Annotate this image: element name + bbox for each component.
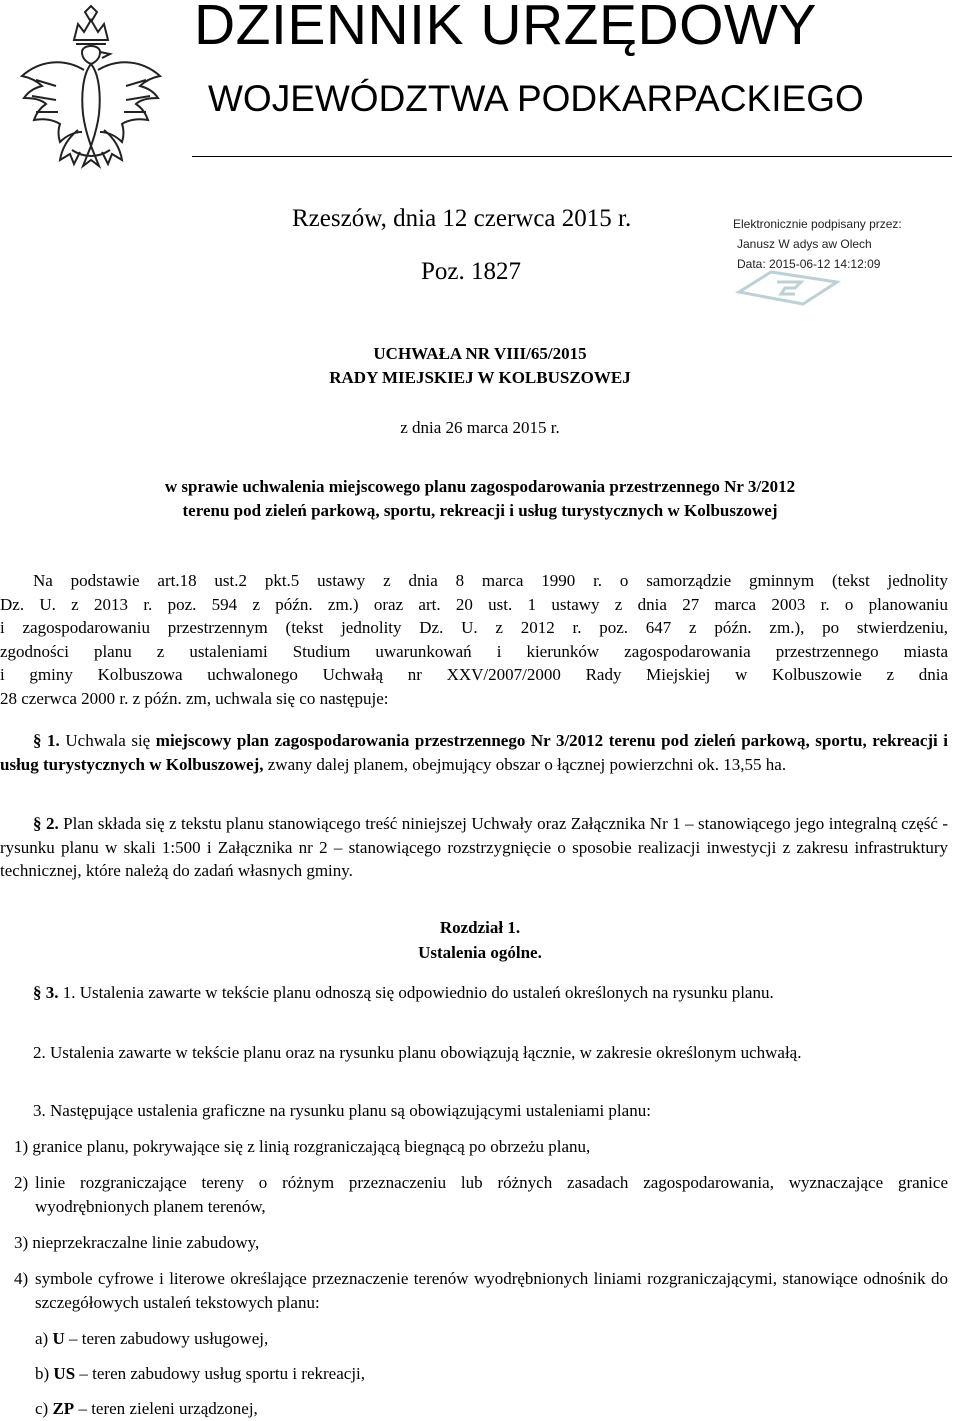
- eagle-crest-icon: [6, 0, 176, 175]
- list-item-text: linie rozgraniczające tereny o różnym przeznaczeniu lub różnych zasadach zagospodarowania, wyznaczające granice wyodrębnionych planem terenów,: [35, 1173, 948, 1216]
- act-date: z dnia 26 marca 2015 r.: [400, 418, 560, 437]
- paragraph-text: Uchwala się: [65, 731, 151, 750]
- paragraph-text: zwany dalej planem, obejmujący obszar o łącznej powierzchni ok. 13,55 ha.: [267, 754, 787, 774]
- act-subject-line2: terenu pod zieleń parkową, sportu, rekreacji i usług turystycznych w Kolbuszowej: [182, 501, 778, 520]
- plan-name: miejscowy plan zagospodarowania przestrzennego Nr 3/2012 terenu pod zieleń parkową, sportu, rekreacji i usług turystycznych w Kolbuszowej,: [0, 731, 949, 774]
- paragraph-text: Ustalenia zawarte w tekście planu odnoszą się odpowiednio do ustaleń określonych na rysunku planu.: [79, 983, 774, 1002]
- act-issuer: RADY MIEJSKIEJ W KOLBUSZOWEJ: [329, 368, 631, 387]
- sub-list-item: [35, 1362, 935, 1386]
- paragraph-text: 3. Następujące ustalenia graficzne na rysunku planu są obowiązującymi ustaleniami planu:: [33, 1101, 651, 1120]
- preamble-line: Dz. U. z 2013 r. poz. 594 z późn. zm.) oraz art. 20 ust. 1 ustawy z dnia 27 marca 2003 r. o planowaniu: [0, 594, 948, 614]
- paragraph-number: § 2.: [33, 814, 59, 833]
- list-item-text: granice planu, pokrywające się z linią rozgraniczającą biegnącą po obrzeżu planu,: [32, 1137, 591, 1156]
- sub-item-letter: c): [35, 1399, 49, 1418]
- list-item: [14, 1135, 948, 1159]
- list-item-text: nieprzekraczalne linie zabudowy,: [32, 1233, 260, 1252]
- signature-line: Elektronicznie podpisany przez:: [733, 217, 902, 231]
- chapter-title: Ustalenia ogólne.: [418, 943, 542, 962]
- paragraph-3-2: [0, 1041, 948, 1065]
- signature-stamp-icon: [733, 266, 841, 306]
- zone-description: – teren zabudowy usługowej,: [69, 1329, 269, 1348]
- list-item: [14, 1267, 948, 1314]
- paragraph-3-1: [0, 981, 948, 1005]
- paragraph-number: § 3.: [33, 983, 59, 1002]
- preamble-line: i gminy Kolbuszowa uchwalonego Uchwałą nr XXV/2007/2000 Rady Miejskiej w Kolbuszowie z dnia: [0, 665, 948, 684]
- chapter-number: Rozdział 1.: [439, 918, 521, 937]
- list-item: [14, 1171, 948, 1218]
- zone-symbol: U: [52, 1329, 65, 1348]
- paragraph-number: § 1.: [33, 731, 60, 750]
- preamble: [0, 569, 948, 710]
- act-subject-line1: w sprawie uchwalenia miejscowego planu zagospodarowania przestrzennego Nr 3/2012: [164, 477, 796, 496]
- paragraph-text: 2. Ustalenia zawarte w tekście planu oraz na rysunku planu obowiązują łącznie, w zakresie określonym uchwałą.: [33, 1043, 802, 1062]
- sub-list-item: [35, 1327, 935, 1351]
- paragraph-2: [0, 812, 948, 883]
- list-item-number: 1): [14, 1137, 29, 1156]
- paragraph-text: Plan składa się z tekstu planu stanowiącego treść niniejszej Uchwały oraz Załącznika Nr 1 – stanowiącego jego integralną część - rysunku planu w skali 1:500 i Załącznika nr 2 – stanowiącego rozstrzygnięcie o sposobie realizacji inwestycji z zakresu infrastruktury technicznej, które należą do zadań własnych gminy.: [0, 814, 949, 880]
- signature-signer: Janusz W adys aw Olech: [737, 237, 872, 251]
- sub-item-letter: b): [35, 1364, 50, 1383]
- preamble-line: i zagospodarowaniu przestrzennym (tekst jednolity Dz. U. z 2012 r. poz. 647 z późn. zm.), po stwierdzeniu,: [0, 618, 948, 637]
- sub-list-item: [35, 1397, 935, 1421]
- paragraph-1: [0, 729, 948, 776]
- act-title: UCHWAŁA NR VIII/65/2015: [373, 344, 587, 363]
- preamble-line: 28 czerwca 2000 r. z późn. zm, uchwala się co następuje:: [0, 688, 389, 708]
- zone-description: – teren zabudowy usług sportu i rekreacji,: [79, 1364, 366, 1383]
- preamble-line: Na podstawie art.18 ust.2 pkt.5 ustawy z dnia 8 marca 1990 r. o samorządzie gminnym (tekst jednolity: [33, 571, 948, 590]
- signature-date: Data: 2015-06-12 14:12:09: [737, 257, 881, 271]
- list-item-text: symbole cyfrowe i literowe określające przeznaczenie terenów wyodrębnionych liniami rozgraniczającymi, stanowiące odnośnik do szczegółowych ustaleń tekstowych planu:: [35, 1269, 948, 1312]
- publication-date: Rzeszów, dnia 12 czerwca 2015 r.: [292, 205, 632, 232]
- preamble-line: zgodności planu z ustaleniami Studium uwarunkowań i kierunków zagospodarowania przestrzennego miasta: [0, 641, 948, 661]
- header-divider: [192, 156, 952, 157]
- sub-item-letter: a): [35, 1329, 49, 1348]
- paragraph-3-3: [0, 1099, 948, 1123]
- zone-description: – teren zieleni urządzonej,: [78, 1399, 258, 1418]
- zone-symbol: ZP: [52, 1399, 75, 1418]
- list-item-number: 3): [14, 1233, 29, 1252]
- list-item: [14, 1231, 948, 1255]
- list-item-number: 4): [14, 1269, 29, 1288]
- list-item-number: 2): [14, 1173, 29, 1192]
- paragraph-text: 1.: [62, 983, 76, 1002]
- zone-symbol: US: [53, 1364, 76, 1383]
- journal-title: DZIENNIK URZĘDOWY: [194, 0, 817, 57]
- electronic-signature: [733, 214, 902, 274]
- position-number: Poz. 1827: [421, 258, 521, 285]
- journal-subtitle: WOJEWÓDZTWA PODKARPACKIEGO: [208, 78, 864, 119]
